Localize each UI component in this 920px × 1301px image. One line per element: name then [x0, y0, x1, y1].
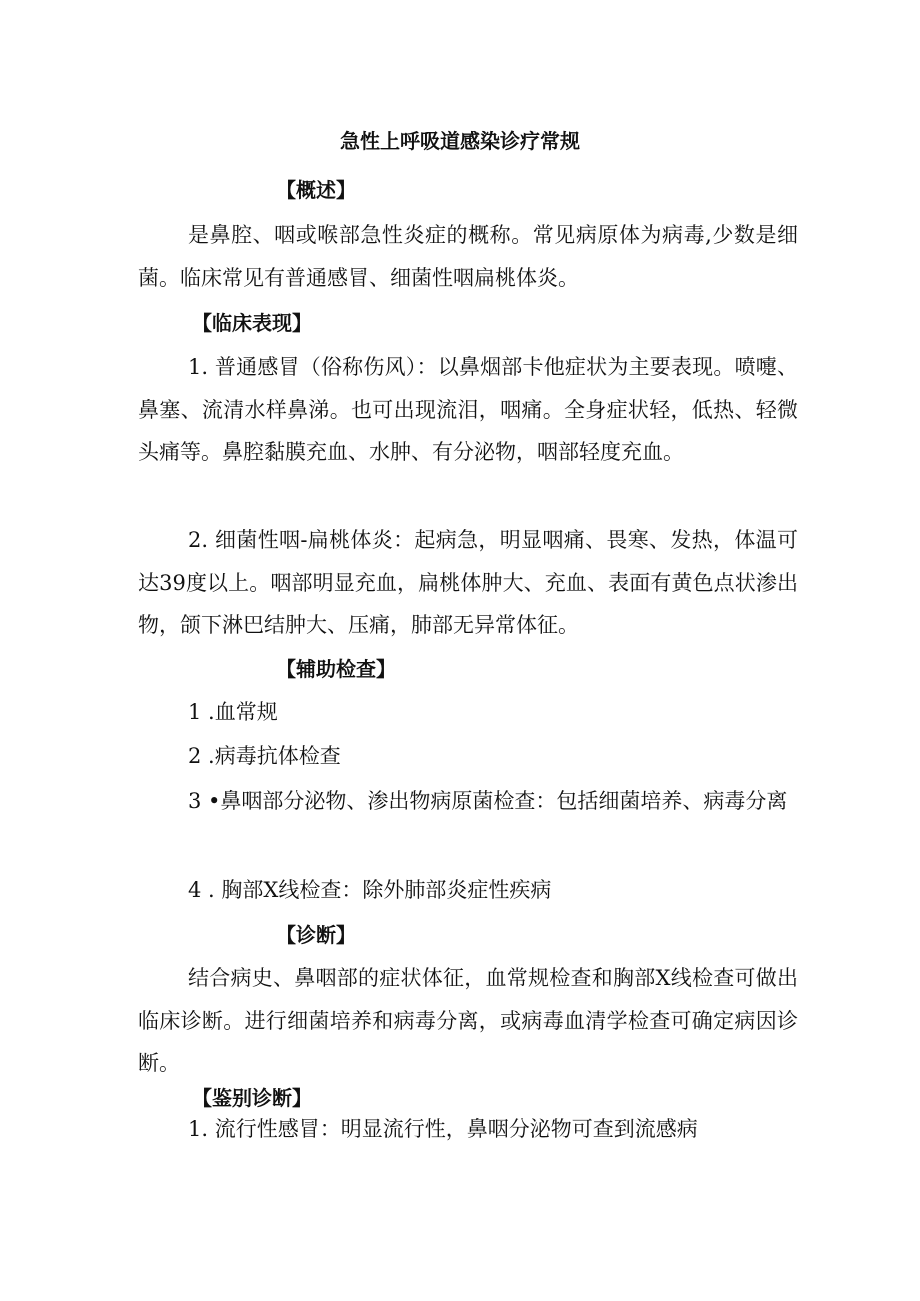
auxiliary-item-viral-antibody: 2 .病毒抗体检查 [188, 744, 341, 768]
differential-item-influenza: 1. 流行性感冒：明显流行性，鼻咽分泌物可查到流感病 [188, 1117, 698, 1141]
document-title: 急性上呼吸道感染诊疗常规 [340, 129, 580, 153]
clinical-item-common-cold: 1. 普通感冒（俗称伤风）：以鼻烟部卡他症状为主要表现。喷嚏、鼻塞、流清水样鼻涕。也可出现流泪，咽痛。全身症状轻，低热、轻微头痛等。鼻腔黏膜充血、水肿、有分泌物，咽部轻度充血。 [138, 355, 798, 464]
auxiliary-item-chest-xray: 4 . 胸部X线检查：除外肺部炎症性疾病 [188, 878, 552, 902]
section-heading-overview: 【概述】 [276, 178, 356, 202]
section-heading-clinical: 【临床表现】 [192, 311, 312, 335]
overview-paragraph: 是鼻腔、咽或喉部急性炎症的概称。常见病原体为病毒,少数是细菌。临床常见有普通感冒、细菌性咽扁桃体炎。 [138, 223, 798, 290]
auxiliary-item-pathogen-test: 3 •鼻咽部分泌物、渗出物病原菌检查：包括细菌培养、病毒分离 [188, 789, 788, 813]
auxiliary-item-blood-routine: 1 .血常规 [188, 700, 278, 724]
section-heading-diagnosis: 【诊断】 [276, 923, 356, 947]
section-heading-auxiliary: 【辅助检查】 [276, 657, 396, 681]
diagnosis-paragraph: 结合病史、鼻咽部的症状体征，血常规检查和胸部X线检查可做出临床诊断。进行细菌培养和病毒分离，或病毒血清学检查可确定病因诊断。 [138, 966, 798, 1075]
clinical-item-bacterial-pharyngitis: 2. 细菌性咽-扁桃体炎：起病急，明显咽痛、畏寒、发热，体温可达39度以上。咽部明显充血，扁桃体肿大、充血、表面有黄色点状渗出物，颌下淋巴结肿大、压痛，肺部无异常体征。 [138, 528, 798, 637]
section-heading-differential: 【鉴别诊断】 [192, 1086, 312, 1110]
